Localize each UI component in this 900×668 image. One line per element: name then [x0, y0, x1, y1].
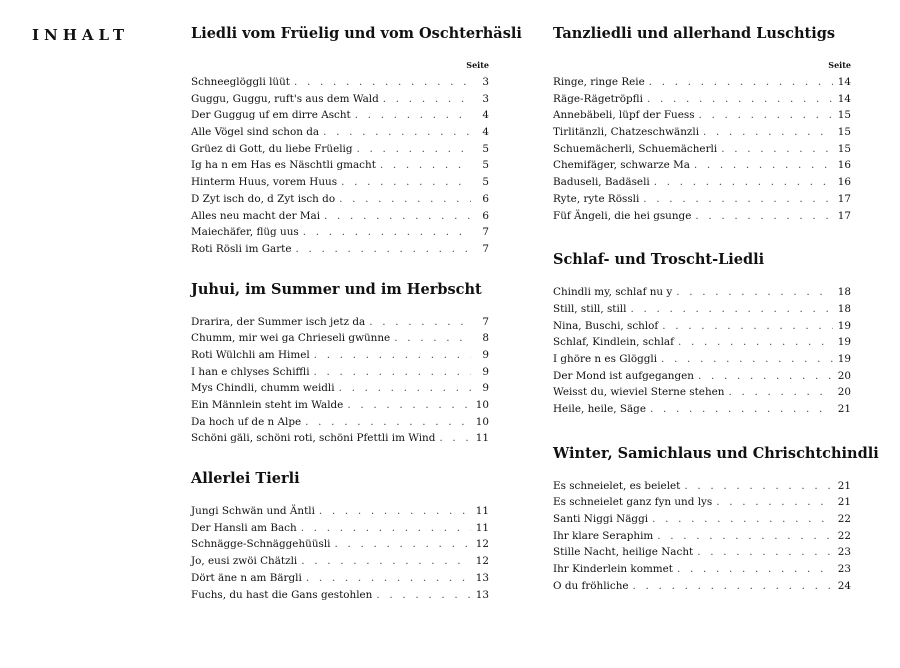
entry-title: Jungi Schwän und Äntli: [191, 505, 315, 518]
entry-page-number: 7: [482, 242, 489, 255]
title-spacer: [553, 464, 851, 478]
dot-leader: [695, 208, 833, 225]
dot-leader: [339, 380, 471, 397]
entry-title: Nina, Buschi, schlof: [553, 319, 659, 332]
entry-page-number: 20: [837, 369, 851, 382]
entry-title: Ihr klare Seraphim: [553, 529, 654, 542]
entry-title: Baduseli, Badäseli: [553, 176, 650, 189]
toc-entry: [553, 318, 851, 335]
entry-page-number: 12: [475, 538, 489, 551]
toc-entry: [553, 578, 851, 595]
dot-leader: [699, 107, 833, 124]
dot-leader: [335, 536, 471, 553]
title-spacer: [553, 270, 851, 284]
entry-page-number: 22: [837, 513, 851, 526]
toc-entry: [191, 157, 489, 174]
entry-page-number: 3: [482, 76, 489, 88]
entry-title: Stille Nacht, heilige Nacht: [553, 546, 694, 559]
toc-entry: [553, 544, 851, 561]
entry-title: Fuchs, du hast die Gans gestohlen: [191, 588, 373, 601]
entry-page-number: 19: [837, 336, 851, 349]
entry-title: Ein Männlein steht im Walde: [191, 399, 344, 411]
entry-page-number: 8: [482, 332, 489, 345]
section-title: Allerlei Tierli: [191, 470, 300, 488]
toc-list: [191, 503, 489, 603]
toc-entry: [191, 241, 489, 258]
entry-page-number: 9: [482, 382, 489, 395]
entry-title: Guggu, Guggu, ruft's aus dem Wald: [191, 92, 379, 105]
page-heading: INHALT: [32, 26, 130, 44]
entry-page-number: 14: [837, 92, 851, 105]
section-title: Liedli vom Früelig und vom Oschterhäsli: [191, 25, 522, 42]
entry-title: Mys Chindli, chumm weidli: [191, 382, 335, 395]
entry-title: Annebäbeli, lüpf der Fuess: [553, 109, 695, 122]
dot-leader: [633, 578, 833, 595]
toc-entry: [191, 536, 489, 553]
toc-section: [553, 444, 879, 595]
toc-list: [553, 478, 851, 595]
entry-title: Da hoch uf de n Alpe: [191, 415, 302, 428]
section-spacer: [553, 224, 851, 250]
toc-entry: [191, 224, 489, 241]
entry-title: D Zyt isch do, d Zyt isch do: [191, 192, 336, 205]
toc-entry: [553, 107, 851, 124]
entry-page-number: 9: [482, 348, 489, 361]
dot-leader: [355, 107, 471, 124]
toc-entry: [553, 91, 851, 108]
toc-entry: [191, 347, 489, 364]
entry-page-number: 13: [475, 571, 489, 584]
entry-page-number: 22: [837, 529, 851, 542]
toc-section: [553, 250, 851, 418]
toc-entry: [191, 397, 489, 414]
dot-leader: [694, 157, 833, 174]
section-title: Schlaf- und Troscht-Liedli: [553, 251, 765, 269]
section-spacer: [191, 447, 489, 469]
toc-entry: [191, 364, 489, 381]
dot-leader: [657, 528, 833, 545]
toc-section: [191, 280, 489, 448]
entry-page-number: 15: [837, 142, 851, 155]
entry-page-number: 11: [475, 505, 489, 518]
entry-title: Chindli my, schlaf nu y: [553, 286, 673, 299]
entry-page-number: 4: [482, 126, 489, 139]
entry-page-number: 5: [482, 142, 489, 155]
dot-leader: [721, 141, 833, 158]
entry-title: Heile, heile, Säge: [553, 403, 646, 415]
entry-title: Ihr Kinderlein kommet: [553, 563, 673, 576]
toc-entry: [191, 174, 489, 191]
entry-page-number: 4: [482, 109, 489, 122]
entry-title: Drarira, der Summer isch jetz da: [191, 315, 366, 328]
toc-entry: [553, 368, 851, 385]
dot-leader: [305, 414, 471, 431]
entry-title: Roti Wülchli am Himel: [191, 348, 310, 361]
entry-title: Hinterm Huus, vorem Huus: [191, 176, 338, 189]
entry-title: Ringe, ringe Reie: [553, 76, 645, 88]
toc-entry: [191, 570, 489, 587]
toc-entry: [553, 334, 851, 351]
toc-entry: [553, 351, 851, 368]
entry-title: Alle Vögel sind schon da: [191, 126, 320, 139]
toc-entry: [553, 124, 851, 141]
dot-leader: [323, 124, 471, 141]
toc-entry: [553, 301, 851, 318]
entry-title: Alles neu macht der Mai: [191, 209, 321, 222]
entry-title: Schuemächerli, Schuemächerli: [553, 142, 718, 155]
toc-entry: [553, 141, 851, 158]
toc-entry: [191, 74, 489, 91]
entry-title: Chemifäger, schwarze Ma: [553, 159, 690, 172]
section-title: Winter, Samichlaus und Chrischtchindli: [553, 444, 879, 462]
dot-leader: [677, 561, 833, 578]
toc-section: [553, 24, 851, 224]
entry-title: Dört äne n am Bärgli: [191, 571, 302, 584]
toc-entry: [553, 528, 851, 545]
entry-page-number: 21: [837, 479, 851, 492]
entry-page-number: 11: [475, 432, 489, 445]
entry-page-number: 10: [475, 415, 489, 428]
entry-title: Es schneielet ganz fyn und lys: [553, 496, 713, 509]
dot-leader: [380, 157, 471, 174]
entry-page-number: 20: [837, 386, 851, 399]
dot-leader: [394, 330, 471, 347]
toc-entry: [191, 587, 489, 604]
entry-page-number: 6: [482, 209, 489, 222]
toc-entry: [191, 503, 489, 520]
toc-list: [553, 74, 851, 224]
toc-entry: [191, 380, 489, 397]
toc-entry: [191, 141, 489, 158]
entry-page-number: 17: [837, 209, 851, 222]
toc-entry: [553, 174, 851, 191]
entry-title: Der Mond ist aufgegangen: [553, 369, 694, 382]
dot-leader: [301, 520, 471, 537]
dot-leader: [339, 191, 471, 208]
dot-leader: [697, 544, 833, 561]
toc-entry: [191, 520, 489, 537]
entry-title: Schneeglöggli lüüt: [191, 76, 290, 88]
toc-entry: [553, 561, 851, 578]
entry-page-number: 24: [837, 579, 851, 592]
dot-leader: [630, 301, 833, 318]
entry-page-number: 16: [837, 176, 851, 189]
toc-entry: [553, 401, 851, 418]
entry-page-number: 15: [837, 109, 851, 122]
entry-page-number: 23: [837, 563, 851, 576]
toc-entry: [191, 430, 489, 447]
entry-page-number: 14: [837, 76, 851, 88]
entry-page-number: 3: [482, 92, 489, 105]
entry-title: Chumm, mir wei ga Chrieseli gwünne: [191, 332, 391, 345]
toc-entry: [553, 191, 851, 208]
entry-title: O du fröhliche: [553, 579, 629, 592]
entry-title: Es schneielet, es beielet: [553, 479, 681, 492]
dot-leader: [678, 334, 833, 351]
entry-title: Der Hansli am Bach: [191, 521, 297, 534]
entry-page-number: 18: [837, 302, 851, 315]
toc-entry: [191, 553, 489, 570]
left-column: [191, 24, 522, 603]
entry-page-number: 19: [837, 319, 851, 332]
entry-page-number: 5: [482, 159, 489, 172]
entry-page-number: 17: [837, 192, 851, 205]
section-spacer: [553, 418, 851, 444]
toc-section: [191, 469, 489, 603]
toc-entry: [191, 107, 489, 124]
entry-page-number: 21: [837, 496, 851, 509]
dot-leader: [654, 174, 833, 191]
toc-entry: [191, 414, 489, 431]
dot-leader: [662, 318, 833, 335]
entry-page-number: 5: [482, 176, 489, 189]
dot-leader: [643, 191, 833, 208]
entry-title: Roti Rösli im Garte: [191, 242, 292, 255]
toc-entry: [553, 208, 851, 225]
toc-section: [191, 24, 522, 258]
entry-page-number: 11: [475, 521, 489, 534]
dot-leader: [649, 74, 833, 91]
toc-list: [191, 314, 489, 448]
entry-title: Santi Niggi Näggi: [553, 513, 649, 526]
toc-entry: [553, 511, 851, 528]
dot-leader: [357, 141, 471, 158]
entry-page-number: 12: [475, 555, 489, 568]
entry-title: Räge-Rägetröpfli: [553, 92, 643, 105]
entry-title: Füf Ängeli, die hei gsunge: [553, 209, 692, 222]
dot-leader: [303, 224, 471, 241]
page-column-label: Seite: [828, 60, 851, 70]
toc-entry: [191, 314, 489, 331]
title-spacer: [191, 300, 489, 314]
entry-title: I han e chlyses Schiffli: [191, 365, 310, 378]
entry-page-number: 16: [837, 159, 851, 172]
dot-leader: [728, 384, 833, 401]
dot-leader: [716, 494, 833, 511]
dot-leader: [652, 511, 833, 528]
dot-leader: [376, 587, 471, 604]
entry-page-number: 18: [837, 286, 851, 299]
toc-entry: [191, 91, 489, 108]
dot-leader: [319, 503, 471, 520]
dot-leader: [439, 430, 471, 447]
entry-page-number: 19: [837, 352, 851, 365]
dot-leader: [296, 241, 471, 258]
entry-page-number: 21: [837, 403, 851, 415]
entry-page-number: 23: [837, 546, 851, 559]
section-title: Tanzliedli und allerhand Luschtigs: [553, 25, 836, 42]
entry-page-number: 7: [482, 315, 489, 328]
toc-list: [553, 284, 851, 418]
entry-title: Schöni gäli, schöni roti, schöni Pfettli im Wind: [191, 432, 436, 445]
entry-title: Ryte, ryte Rössli: [553, 192, 640, 205]
toc-entry: [553, 157, 851, 174]
entry-title: Der Guggug uf em dirre Ascht: [191, 109, 351, 122]
entry-page-number: 10: [475, 399, 489, 411]
entry-title: Ig ha n em Has es Näschtli gmacht: [191, 159, 376, 172]
dot-leader: [294, 74, 471, 91]
entry-page-number: 6: [482, 192, 489, 205]
entry-page-number: 9: [482, 365, 489, 378]
entry-title: Weisst du, wieviel Sterne stehen: [553, 386, 725, 399]
dot-leader: [647, 91, 833, 108]
toc-entry: [553, 74, 851, 91]
toc-entry: [191, 124, 489, 141]
dot-leader: [383, 91, 471, 108]
title-spacer: [191, 489, 489, 503]
dot-leader: [703, 124, 833, 141]
toc-entry: [553, 494, 851, 511]
dot-leader: [650, 401, 833, 418]
entry-title: Still, still, still: [553, 302, 627, 315]
entry-page-number: 13: [475, 588, 489, 601]
entry-title: Maiechäfer, flüg uus: [191, 226, 299, 239]
dot-leader: [369, 314, 471, 331]
dot-leader: [347, 397, 471, 414]
toc-entry: [553, 284, 851, 301]
dot-leader: [306, 570, 471, 587]
dot-leader: [341, 174, 471, 191]
entry-title: Schnägge-Schnäggehüüsli: [191, 538, 331, 551]
dot-leader: [698, 368, 833, 385]
entry-page-number: 7: [482, 226, 489, 239]
toc-entry: [191, 330, 489, 347]
section-spacer: [191, 258, 489, 280]
dot-leader: [324, 208, 471, 225]
section-title: Juhui, im Summer und im Herbscht: [191, 280, 482, 298]
toc-entry: [191, 191, 489, 208]
toc-list: [191, 74, 489, 258]
dot-leader: [676, 284, 833, 301]
entry-title: Grüez di Gott, du liebe Früelig: [191, 142, 353, 155]
toc-entry: [553, 384, 851, 401]
page-column-label: Seite: [466, 60, 489, 70]
dot-leader: [661, 351, 833, 368]
right-column: [553, 24, 879, 595]
dot-leader: [314, 364, 471, 381]
entry-title: Tirlitänzli, Chatzeschwänzli: [553, 126, 700, 139]
dot-leader: [684, 478, 833, 495]
toc-entry: [191, 208, 489, 225]
entry-title: I ghöre n es Glöggli: [553, 352, 658, 365]
dot-leader: [301, 553, 471, 570]
dot-leader: [314, 347, 471, 364]
entry-page-number: 15: [837, 126, 851, 139]
entry-title: Jo, eusi zwöi Chätzli: [191, 555, 298, 568]
toc-entry: [553, 478, 851, 495]
entry-title: Schlaf, Kindlein, schlaf: [553, 336, 674, 349]
